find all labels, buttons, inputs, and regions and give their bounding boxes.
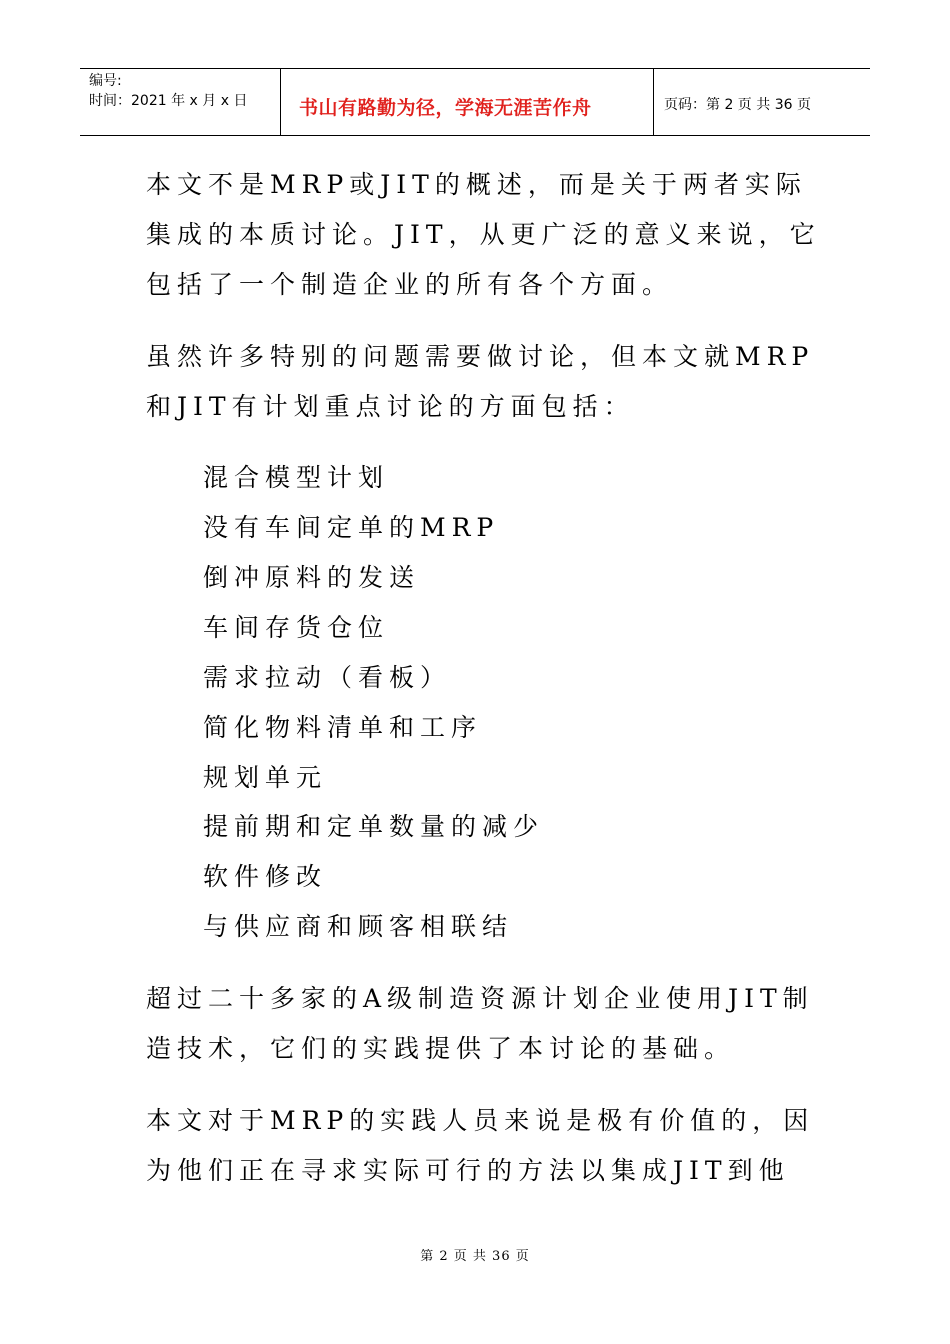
paragraph-line: 包括了一个制造企业的所有各个方面。 <box>146 270 674 299</box>
paragraph-line: 虽然许多特别的问题需要做讨论，但本文就MRP <box>146 342 815 371</box>
page-footer: 第 2 页 共 36 页 <box>420 1249 530 1264</box>
list-item: 没有车间定单的MRP <box>203 513 500 542</box>
paragraph-line: 造技术，它们的实践提供了本讨论的基础。 <box>146 1034 736 1063</box>
list-item: 需求拉动（看板） <box>203 663 452 692</box>
list-item: 车间存货仓位 <box>203 613 390 642</box>
list-item: 简化物料清单和工序 <box>203 713 483 742</box>
page-header <box>80 68 870 136</box>
header-page-info: 页码：第 2 页 共 36 页 <box>664 97 811 113</box>
header-motto: 书山有路勤为径，学海无涯苦作舟 <box>299 97 592 119</box>
document-time-label: 时间：2021 年 x 月 x 日 <box>89 93 248 109</box>
header-meta-cell <box>80 69 281 135</box>
header-page-cell <box>654 69 870 135</box>
paragraph-line: 本文对于MRP的实践人员来说是极有价值的，因 <box>146 1106 815 1135</box>
list-item: 与供应商和顾客相联结 <box>203 912 514 941</box>
paragraph-line: 超过二十多家的A级制造资源计划企业使用JIT制 <box>146 984 814 1013</box>
list-item: 提前期和定单数量的减少 <box>203 812 545 841</box>
list-item: 规划单元 <box>203 763 328 792</box>
list-item: 软件修改 <box>203 862 328 891</box>
paragraph-line: 集成的本质讨论。JIT，从更广泛的意义来说，它 <box>146 220 821 249</box>
paragraph-line: 本文不是MRP或JIT的概述，而是关于两者实际 <box>146 170 807 199</box>
header-motto-cell <box>281 69 654 135</box>
document-code-label: 编号: <box>89 73 122 89</box>
paragraph-line: 为他们正在寻求实际可行的方法以集成JIT到他 <box>146 1156 790 1185</box>
list-item: 倒冲原料的发送 <box>203 563 421 592</box>
list-item: 混合模型计划 <box>203 463 390 492</box>
paragraph-line: 和JIT有计划重点讨论的方面包括： <box>146 392 635 421</box>
